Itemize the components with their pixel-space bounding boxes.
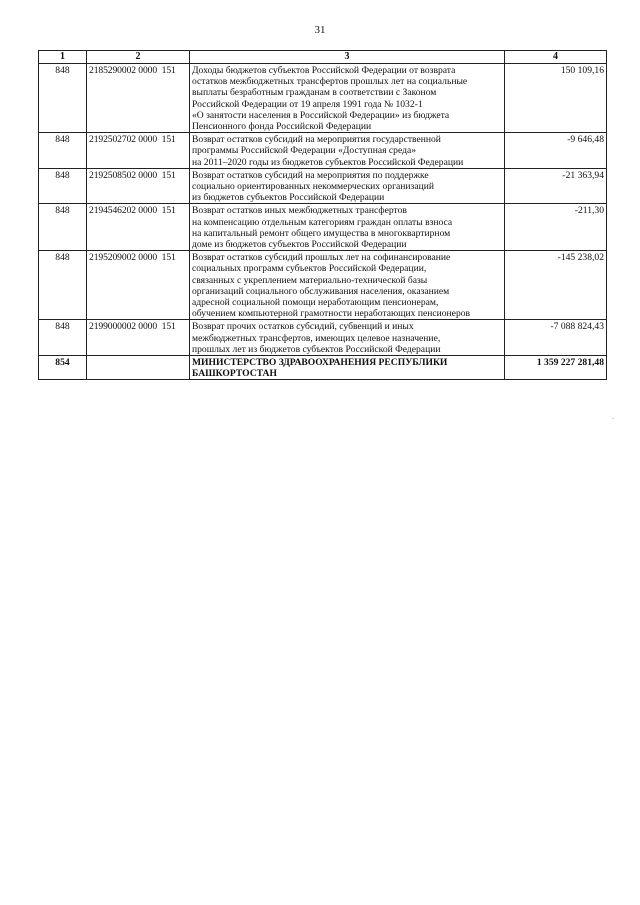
description-line: выплаты безработным гражданам в соответствии с Законом: [192, 87, 437, 99]
budget-classification-code: [87, 356, 190, 380]
header-col-1: 1: [39, 51, 87, 64]
row-description: [190, 204, 505, 251]
header-col-2: 2: [87, 51, 190, 64]
description-line: остатков межбюджетных трансфертов прошлых лет на социальные: [192, 76, 468, 88]
chapter-code: 848: [39, 133, 87, 169]
chapter-code: 848: [39, 251, 87, 320]
budget-classification-code: 2192502702 0000 151: [87, 133, 190, 169]
total-row: [39, 356, 607, 380]
description-line: связанных с укреплением материально-технической базы: [192, 274, 428, 286]
table-row: [39, 64, 607, 133]
description-line: Возврат остатков субсидий на мероприятия государственной: [192, 134, 441, 146]
table-row: [39, 204, 607, 251]
description-line: Пенсионного фонда Российской Федерации: [192, 121, 372, 133]
header-col-3: 3: [190, 51, 505, 64]
chapter-code: 848: [39, 204, 87, 251]
amount-value: -7 088 824,43: [505, 320, 607, 356]
amount-value: 150 109,16: [505, 64, 607, 133]
total-amount: 1 359 227 281,48: [505, 356, 607, 380]
description-line: адресной социальной помощи неработающим пенсионерам,: [192, 297, 439, 309]
description-line: Возврат остатков субсидий на мероприятия по поддержке: [192, 169, 429, 181]
description-line: Возврат прочих остатков субсидий, субвенций и иных: [192, 321, 414, 333]
description-line: межбюджетных трансфертов, имеющих целевое назначение,: [192, 332, 441, 344]
amount-value: -211,30: [505, 204, 607, 251]
description-line: «О занятости населения в Российской Федерации» из бюджета: [192, 109, 450, 121]
description-line: прошлых лет из бюджетов субъектов Российской Федерации: [192, 343, 441, 355]
chapter-code: 848: [39, 320, 87, 356]
description-line: доме из бюджетов субъектов Российской Федерации: [192, 239, 407, 251]
table-header-row: [39, 51, 607, 64]
description-line: Российской Федерации от 19 апреля 1991 года № 1032-1: [192, 98, 423, 110]
description-line: организаций социального обслуживания населения, оказанием: [192, 285, 450, 297]
table-row: [39, 320, 607, 356]
row-description: [190, 133, 505, 169]
chapter-code: 854: [39, 356, 87, 380]
page-number: 31: [314, 24, 326, 36]
amount-value: -21 363,94: [505, 168, 607, 204]
budget-classification-code: 2194546202 0000 151: [87, 204, 190, 251]
table-body: [39, 64, 607, 380]
table-row: [39, 133, 607, 169]
budget-classification-code: 2195209002 0000 151: [87, 251, 190, 320]
chapter-code: 848: [39, 168, 87, 204]
ministry-title: [190, 356, 505, 380]
scan-dot: .: [612, 412, 614, 421]
budget-classification-code: 2192508502 0000 151: [87, 168, 190, 204]
description-line: Возврат остатков субсидий прошлых лет на софинансирование: [192, 252, 451, 264]
chapter-code: 848: [39, 64, 87, 133]
table-row: [39, 168, 607, 204]
amount-value: -145 238,02: [505, 251, 607, 320]
row-description: [190, 64, 505, 133]
budget-classification-code: 2199000002 0000 151: [87, 320, 190, 356]
budget-table: [38, 50, 607, 380]
table-row: [39, 251, 607, 320]
description-line: обучением компьютерной грамотности неработающих пенсионеров: [192, 308, 471, 320]
description-line: МИНИСТЕРСТВО ЗДРАВООХРАНЕНИЯ РЕСПУБЛИКИ: [192, 357, 448, 369]
description-line: на 2011–2020 годы из бюджетов субъектов Российской Федерации: [192, 156, 464, 168]
amount-value: -9 646,48: [505, 133, 607, 169]
description-line: Доходы бюджетов субъектов Российской Федерации от возврата: [192, 65, 456, 76]
description-line: программы Российской Федерации «Доступная среда»: [192, 145, 417, 157]
row-description: [190, 251, 505, 320]
description-line: на капитальный ремонт общего имущества в многоквартирном: [192, 227, 451, 239]
description-line: из бюджетов субъектов Российской Федерации: [192, 192, 385, 204]
header-col-4: 4: [505, 51, 607, 64]
description-line: социально ориентированных некоммерческих организаций: [192, 181, 434, 193]
row-description: [190, 320, 505, 356]
description-line: Возврат остатков иных межбюджетных трансфертов: [192, 205, 407, 217]
row-description: [190, 168, 505, 204]
description-line: социальных программ субъектов Российской Федерации,: [192, 263, 427, 275]
budget-classification-code: 2185290002 0000 151: [87, 64, 190, 133]
description-line: на компенсацию отдельным категориям граждан оплаты взноса: [192, 216, 453, 228]
description-line: БАШКОРТОСТАН: [192, 368, 277, 380]
